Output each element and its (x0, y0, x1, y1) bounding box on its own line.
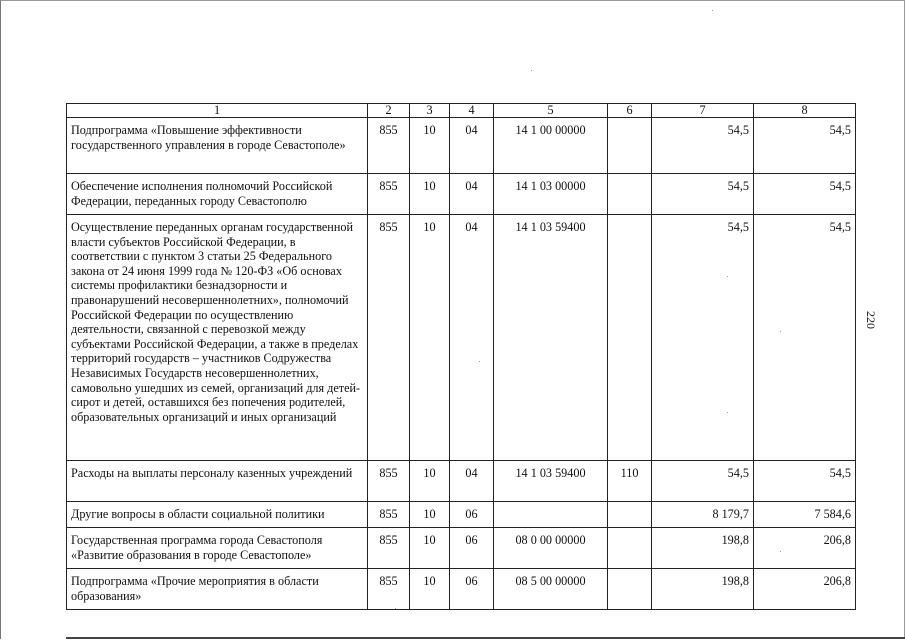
column-header: 1 (67, 104, 368, 118)
row-value-cell: 8 179,7 (652, 502, 754, 528)
row-value-cell: 54,5 (754, 461, 856, 502)
row-code-cell: 10 (410, 569, 450, 610)
scan-speck (395, 608, 396, 609)
row-name-cell: Другие вопросы в области социальной политики (67, 502, 368, 528)
scan-speck (479, 361, 480, 362)
table-row (67, 502, 856, 528)
scan-speck (780, 551, 781, 552)
row-code-cell: 855 (368, 569, 410, 610)
row-code-cell: 14 1 03 00000 (494, 174, 608, 215)
row-code-cell (608, 118, 652, 174)
column-header: 6 (608, 104, 652, 118)
row-code-cell: 04 (450, 118, 494, 174)
row-code-cell: 855 (368, 502, 410, 528)
row-name-cell: Обеспечение исполнения полномочий Российской Федерации, переданных городу Севастополю (67, 174, 368, 215)
row-name-cell: Осуществление переданных органам государственной власти субъектов Российской Федерации, в соответствии с пунктом 3 статьи 25 Федерального закона от 24 июня 1999 года № 120-ФЗ «Об основах системы профилактики безнадзорности и правонарушений несовершеннолетних», полномочий Российской Федерации по осуществлению деятельности, связанной с перевозкой между субъектами Российской Федерации, а также в пределах территорий государств – участников Содружества Независимых Государств несовершеннолетних, самовольно ушедших из семей, организаций для детей-сирот и детей, оставшихся без попечения родителей, образовательных организаций и иных организаций (67, 215, 368, 461)
table-row (67, 118, 856, 174)
row-code-cell: 10 (410, 174, 450, 215)
row-code-cell: 855 (368, 174, 410, 215)
table-row (67, 528, 856, 569)
row-code-cell: 08 5 00 00000 (494, 569, 608, 610)
row-value-cell: 198,8 (652, 528, 754, 569)
row-value-cell: 54,5 (754, 174, 856, 215)
page-number: 220 (864, 311, 878, 329)
row-code-cell: 855 (368, 215, 410, 461)
scan-speck (780, 331, 781, 332)
table-row (67, 215, 856, 461)
row-code-cell: 855 (368, 118, 410, 174)
row-name-cell: Подпрограмма «Повышение эффективности государственного управления в городе Севастополе» (67, 118, 368, 174)
column-header: 8 (754, 104, 856, 118)
row-code-cell: 855 (368, 528, 410, 569)
row-code-cell: 110 (608, 461, 652, 502)
row-code-cell: 10 (410, 502, 450, 528)
row-value-cell: 54,5 (754, 215, 856, 461)
row-code-cell (494, 502, 608, 528)
scan-speck (531, 70, 532, 71)
row-code-cell: 04 (450, 174, 494, 215)
bottom-rule (66, 637, 905, 639)
row-value-cell: 54,5 (754, 118, 856, 174)
row-name-cell: Расходы на выплаты персоналу казенных учреждений (67, 461, 368, 502)
row-code-cell: 10 (410, 215, 450, 461)
scan-speck (727, 412, 728, 413)
row-code-cell: 10 (410, 118, 450, 174)
row-code-cell: 10 (410, 528, 450, 569)
row-value-cell: 54,5 (652, 118, 754, 174)
row-code-cell: 04 (450, 215, 494, 461)
row-code-cell: 14 1 03 59400 (494, 215, 608, 461)
row-code-cell: 06 (450, 502, 494, 528)
row-value-cell: 54,5 (652, 174, 754, 215)
column-header: 4 (450, 104, 494, 118)
row-code-cell (608, 215, 652, 461)
row-code-cell: 08 0 00 00000 (494, 528, 608, 569)
budget-table (66, 103, 856, 610)
column-header: 3 (410, 104, 450, 118)
row-name-cell: Государственная программа города Севастополя «Развитие образования в городе Севастополе» (67, 528, 368, 569)
table-header-row (67, 104, 856, 118)
column-header: 7 (652, 104, 754, 118)
row-value-cell: 206,8 (754, 528, 856, 569)
row-value-cell: 206,8 (754, 569, 856, 610)
row-code-cell: 855 (368, 461, 410, 502)
row-code-cell: 04 (450, 461, 494, 502)
row-value-cell: 54,5 (652, 461, 754, 502)
table-row (67, 569, 856, 610)
row-code-cell (608, 502, 652, 528)
scan-speck (727, 276, 728, 277)
row-code-cell (608, 569, 652, 610)
row-code-cell (608, 528, 652, 569)
table-row (67, 174, 856, 215)
scan-speck (712, 10, 713, 11)
row-value-cell: 198,8 (652, 569, 754, 610)
column-header: 5 (494, 104, 608, 118)
row-code-cell: 14 1 00 00000 (494, 118, 608, 174)
row-code-cell: 14 1 03 59400 (494, 461, 608, 502)
row-code-cell: 10 (410, 461, 450, 502)
row-value-cell: 54,5 (652, 215, 754, 461)
row-code-cell (608, 174, 652, 215)
table-row (67, 461, 856, 502)
row-code-cell: 06 (450, 569, 494, 610)
row-value-cell: 7 584,6 (754, 502, 856, 528)
row-code-cell: 06 (450, 528, 494, 569)
row-name-cell: Подпрограмма «Прочие мероприятия в области образования» (67, 569, 368, 610)
column-header: 2 (368, 104, 410, 118)
